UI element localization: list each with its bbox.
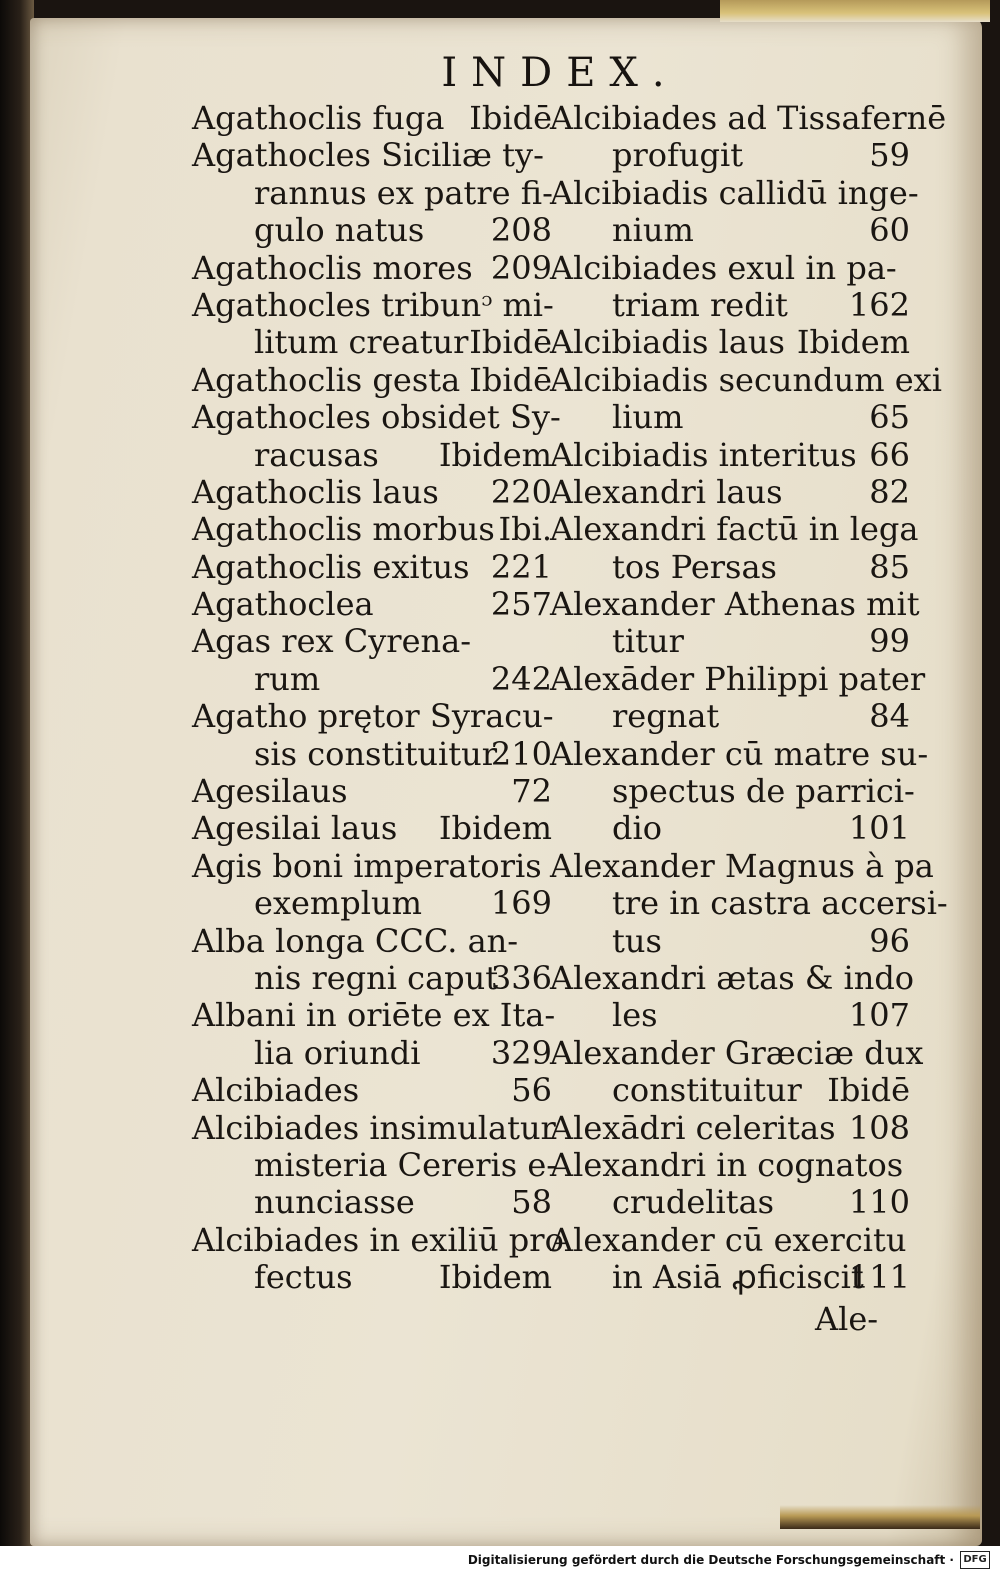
page-edge-bottom — [780, 1505, 980, 1529]
index-entry-page: Ibidem — [438, 809, 552, 848]
index-entry — [550, 324, 910, 361]
index-entry-text: misteria Cereris e- — [254, 1145, 558, 1184]
book-spine — [0, 0, 34, 1584]
index-entry-line — [550, 99, 947, 137]
index-entry — [192, 848, 552, 923]
index-entry-page: Ibidē — [469, 360, 552, 399]
index-entry — [550, 173, 919, 250]
index-entry-page: 58 — [511, 1183, 552, 1222]
index-entry — [550, 734, 929, 848]
index-entry-line — [192, 324, 552, 361]
index-entry-line — [550, 1072, 910, 1109]
index-entry-line — [192, 1220, 564, 1259]
index-entry — [550, 585, 920, 661]
index-entry-text: Alcibiades in exiliū pro — [192, 1220, 564, 1259]
index-entry — [192, 923, 552, 998]
index-entry — [550, 1110, 910, 1147]
index-entry-text: fectus — [254, 1258, 353, 1297]
index-entry-page: 59 — [869, 136, 910, 175]
index-entry — [550, 510, 919, 586]
index-entry — [192, 1108, 558, 1222]
footer-credit: Digitalisierung gefördert durch die Deutsche Forschungsgemeinschaft · — [467, 1553, 954, 1567]
index-entry-text: gulo natus — [254, 211, 425, 250]
index-entry — [550, 846, 948, 960]
index-entry-line — [550, 1222, 910, 1259]
index-entry-page: 111 — [848, 1258, 910, 1297]
index-entry-page: Ibi. — [498, 510, 552, 549]
index-entry-line — [550, 585, 920, 624]
index-entry — [192, 511, 552, 548]
index-entry-page: Ibidē — [469, 99, 552, 137]
index-entry — [550, 437, 910, 474]
index-entry-text: dio — [612, 809, 662, 848]
index-entry-page: 65 — [869, 398, 910, 437]
index-entry-line — [192, 773, 552, 810]
index-entry-page: 56 — [511, 1071, 552, 1110]
index-entry-text: Alexander Athenas mit — [550, 585, 920, 624]
index-entry-page: 82 — [869, 472, 910, 511]
index-entry — [550, 659, 926, 736]
index-entry-text: Alexandri factū in lega — [550, 510, 919, 549]
index-entry-line — [192, 137, 552, 174]
index-entry-text: constituitur — [612, 1071, 802, 1110]
index-entry-text: Agathoclis gesta — [192, 360, 461, 399]
index-entry-page: 99 — [869, 622, 910, 661]
index-entry-page: 107 — [848, 996, 910, 1035]
index-entry-text: exemplum — [254, 884, 422, 923]
index-entry-line — [550, 250, 910, 287]
index-entry-line — [550, 810, 910, 847]
index-entry-text: tus — [612, 921, 662, 960]
index-entry-line — [192, 996, 556, 1035]
index-entry — [192, 1072, 552, 1109]
index-entry-page: 96 — [869, 921, 910, 960]
index-entry-text: Agathoclis mores — [192, 248, 473, 287]
index-entry-page: 169 — [490, 884, 552, 923]
index-column-right — [550, 99, 948, 1297]
index-entry-line — [192, 549, 552, 586]
index-entry-line — [550, 173, 919, 212]
index-entry-page: 336 — [490, 958, 552, 997]
index-entry-text: Alexander Græciæ dux — [550, 1033, 924, 1072]
index-entry-line — [550, 698, 910, 735]
index-entry-text: Alcibiadis laus — [550, 323, 785, 362]
index-entry-text: in Asiā ꝓficiscit — [612, 1258, 864, 1297]
index-entry-text: Alexander cū exercitu — [550, 1220, 907, 1259]
index-entry-line — [192, 287, 552, 324]
index-entry-text: regnat — [612, 697, 720, 736]
index-entry-line — [550, 137, 910, 174]
index-entry-text: Agatho prętor Syracu- — [192, 697, 554, 736]
index-entry — [550, 1147, 910, 1222]
index-entry-line — [550, 659, 926, 698]
index-entry-text: nium — [612, 211, 694, 250]
index-entry-text: Alexander cū matre su- — [550, 734, 929, 773]
index-entry-line — [550, 1184, 910, 1221]
catchword: Ale- — [815, 1300, 879, 1338]
page-edge-top — [720, 0, 990, 22]
index-entry-line — [550, 846, 934, 885]
index-entry-line — [550, 884, 948, 923]
index-entry — [192, 773, 552, 810]
index-entry-text: Agathoclis morbus — [192, 510, 495, 549]
index-entry-line — [192, 1072, 552, 1109]
index-entry-text: Agathoclis exitus — [192, 547, 470, 586]
index-entry-text: Agathoclea — [192, 585, 374, 624]
index-entry-text: tre in castra accersi- — [612, 884, 948, 923]
index-entry-line — [550, 997, 910, 1034]
index-entry-page: 72 — [511, 772, 552, 811]
index-entry — [550, 1033, 924, 1110]
index-entry-line — [192, 250, 552, 287]
index-entry-text: Agathocles obsidet Sy- — [192, 398, 561, 437]
index-entry-text: Agathoclis fuga — [192, 99, 445, 137]
index-entry-text: Alcibiadis secundum exi — [550, 360, 942, 399]
index-entry — [550, 250, 910, 325]
index-entry — [192, 287, 552, 362]
index-entry — [192, 137, 552, 249]
index-entry-page: Ibidem — [796, 323, 910, 362]
index-entry-line — [192, 1035, 552, 1072]
index-entry — [192, 586, 552, 623]
index-entry-line — [192, 100, 552, 137]
index-entry-line — [550, 1147, 910, 1184]
index-entry-text: sis constituitur — [254, 734, 498, 773]
index-entry-line — [192, 175, 552, 212]
index-entry-page: 85 — [869, 547, 910, 586]
index-entry-text: triam redit — [612, 285, 788, 324]
index-entry-text: nis regni caput — [254, 958, 499, 997]
index-entry-line — [550, 474, 910, 511]
index-entry-line — [192, 362, 552, 399]
index-entry-line — [192, 1108, 556, 1147]
index-entry — [192, 623, 552, 698]
index-entry-page: Ibidem — [438, 435, 552, 474]
index-entry-page: 220 — [490, 472, 552, 511]
index-entry — [192, 1220, 564, 1297]
index-entry-page: 110 — [848, 1183, 910, 1222]
index-entry-page: 209 — [490, 248, 552, 287]
index-entry-text: Agathocles tribunᵓ mi- — [192, 285, 554, 324]
index-entry-text: Alexandri ætas & indo — [550, 958, 915, 997]
index-entry-line — [550, 958, 915, 997]
index-entry-text: Alexandri in cognatos — [550, 1145, 904, 1184]
index-entry-page: 66 — [869, 435, 910, 474]
index-entry-text: crudelitas — [612, 1183, 775, 1222]
index-entry-line — [192, 923, 552, 960]
index-entry-text: Alcibiadis interitus — [550, 435, 857, 474]
index-entry-page: 221 — [490, 547, 552, 586]
index-entry-page: 101 — [848, 809, 910, 848]
index-entry-line — [192, 810, 552, 847]
index-entry — [550, 958, 915, 1035]
index-entry-page: Ibidem — [438, 1258, 552, 1297]
index-entry-text: nunciasse — [254, 1183, 415, 1222]
index-entry-line — [550, 1033, 924, 1072]
index-entry-line — [192, 885, 552, 922]
index-entry-text: racusas — [254, 435, 379, 474]
index-entry-line — [192, 661, 552, 698]
index-entry-line — [192, 398, 561, 437]
index-entry-line — [550, 1259, 910, 1296]
index-entry — [192, 549, 552, 586]
index-entry-text: Alcibiades insimulatur — [192, 1108, 556, 1147]
index-entry-page: 210 — [490, 734, 552, 773]
index-entry-page: 60 — [869, 211, 910, 250]
index-entry-text: lia oriundi — [254, 1033, 421, 1072]
index-entry-line — [192, 623, 552, 660]
index-entry-line — [192, 511, 552, 548]
index-entry-line — [550, 1110, 910, 1147]
page-header: INDEX. — [441, 50, 679, 96]
index-entry-text: Alcibiadis callidū inge- — [550, 173, 919, 212]
index-entry-page: 329 — [490, 1033, 552, 1072]
index-entry-page: 242 — [490, 659, 552, 698]
index-entry-text: Agesilaus — [192, 772, 348, 811]
index-entry-line — [550, 772, 915, 811]
index-entry-page: Ibidē — [469, 323, 552, 362]
index-entry-line — [192, 212, 552, 249]
index-entry-page: 257 — [490, 585, 552, 624]
index-entry-line — [192, 736, 552, 773]
index-entry-line — [192, 1184, 552, 1221]
index-entry-page: 108 — [848, 1108, 910, 1147]
index-entry-text: titur — [612, 622, 684, 661]
index-entry-line — [550, 734, 929, 773]
index-entry-line — [550, 623, 910, 660]
index-entry-text: rum — [254, 659, 321, 698]
index-entry-line — [550, 212, 910, 249]
index-entry-text: Agathoclis laus — [192, 472, 439, 511]
index-entry-text: Alexādri celeritas — [550, 1108, 836, 1147]
index-entry-line — [550, 324, 910, 361]
index-entry — [550, 1222, 910, 1297]
index-entry-text: Alexandri laus — [550, 472, 783, 511]
index-entry-line — [192, 437, 552, 474]
index-entry-text: profugit — [612, 136, 744, 175]
index-entry-line — [550, 549, 910, 586]
index-entry-text: Alexāder Philippi pater — [550, 659, 926, 698]
index-entry — [192, 398, 561, 474]
index-entry-line — [192, 848, 552, 885]
index-entry-text: Agas rex Cyrena- — [192, 622, 472, 661]
index-entry-page: 162 — [848, 285, 910, 324]
index-entry — [550, 360, 942, 437]
index-entry-line — [192, 1145, 558, 1184]
index-entry-text: Agesilai laus — [192, 809, 398, 848]
index-entry-text: Alexander Magnus à pa — [550, 846, 934, 885]
index-entry-page: 208 — [490, 211, 552, 250]
index-entry-page: Ibidē — [827, 1071, 910, 1110]
index-entry — [192, 474, 552, 511]
index-entry-text: litum creatur — [254, 323, 469, 362]
index-entry-text: Alcibiades exul in pa- — [550, 248, 897, 287]
index-entry-text: tos Persas — [612, 547, 777, 586]
index-entry — [192, 100, 552, 137]
index-entry — [550, 474, 910, 511]
index-entry-line — [192, 960, 552, 997]
index-entry-line — [550, 437, 910, 474]
index-entry-page: 84 — [869, 697, 910, 736]
index-entry — [192, 810, 552, 847]
index-entry-text: Alcibiades — [192, 1071, 360, 1110]
index-entry-text: Alcibiades ad Tissafernē — [550, 99, 947, 137]
index-column-left — [192, 99, 564, 1297]
index-entry-text: Alba longa CCC. an- — [192, 921, 519, 960]
index-entry-line — [192, 698, 552, 735]
index-entry — [192, 996, 556, 1072]
index-entry-line — [192, 474, 552, 511]
index-entry-line — [550, 287, 910, 324]
index-entry-text: Albani in oriēte ex Ita- — [192, 996, 556, 1035]
index-entry-line — [550, 923, 910, 960]
index-entry — [192, 698, 552, 773]
index-entry-text: les — [612, 996, 658, 1035]
index-entry-text: lium — [612, 398, 684, 437]
index-entry-line — [192, 1259, 552, 1296]
dfg-logo: DFG — [960, 1551, 990, 1569]
index-entry-text: rannus ex patre fi- — [254, 173, 553, 212]
index-entry-line — [550, 360, 942, 399]
index-entry-line — [550, 399, 910, 436]
index-entry-line — [192, 586, 552, 623]
index-entry — [192, 250, 552, 287]
index-entry-text: Agathocles Siciliæ ty- — [192, 136, 544, 175]
index-entry-line — [550, 510, 919, 549]
index-entry-text: Agis boni imperatoris — [192, 846, 542, 885]
index-entry — [192, 362, 552, 399]
index-entry — [550, 99, 947, 175]
index-entry-text: spectus de parrici- — [612, 772, 915, 811]
